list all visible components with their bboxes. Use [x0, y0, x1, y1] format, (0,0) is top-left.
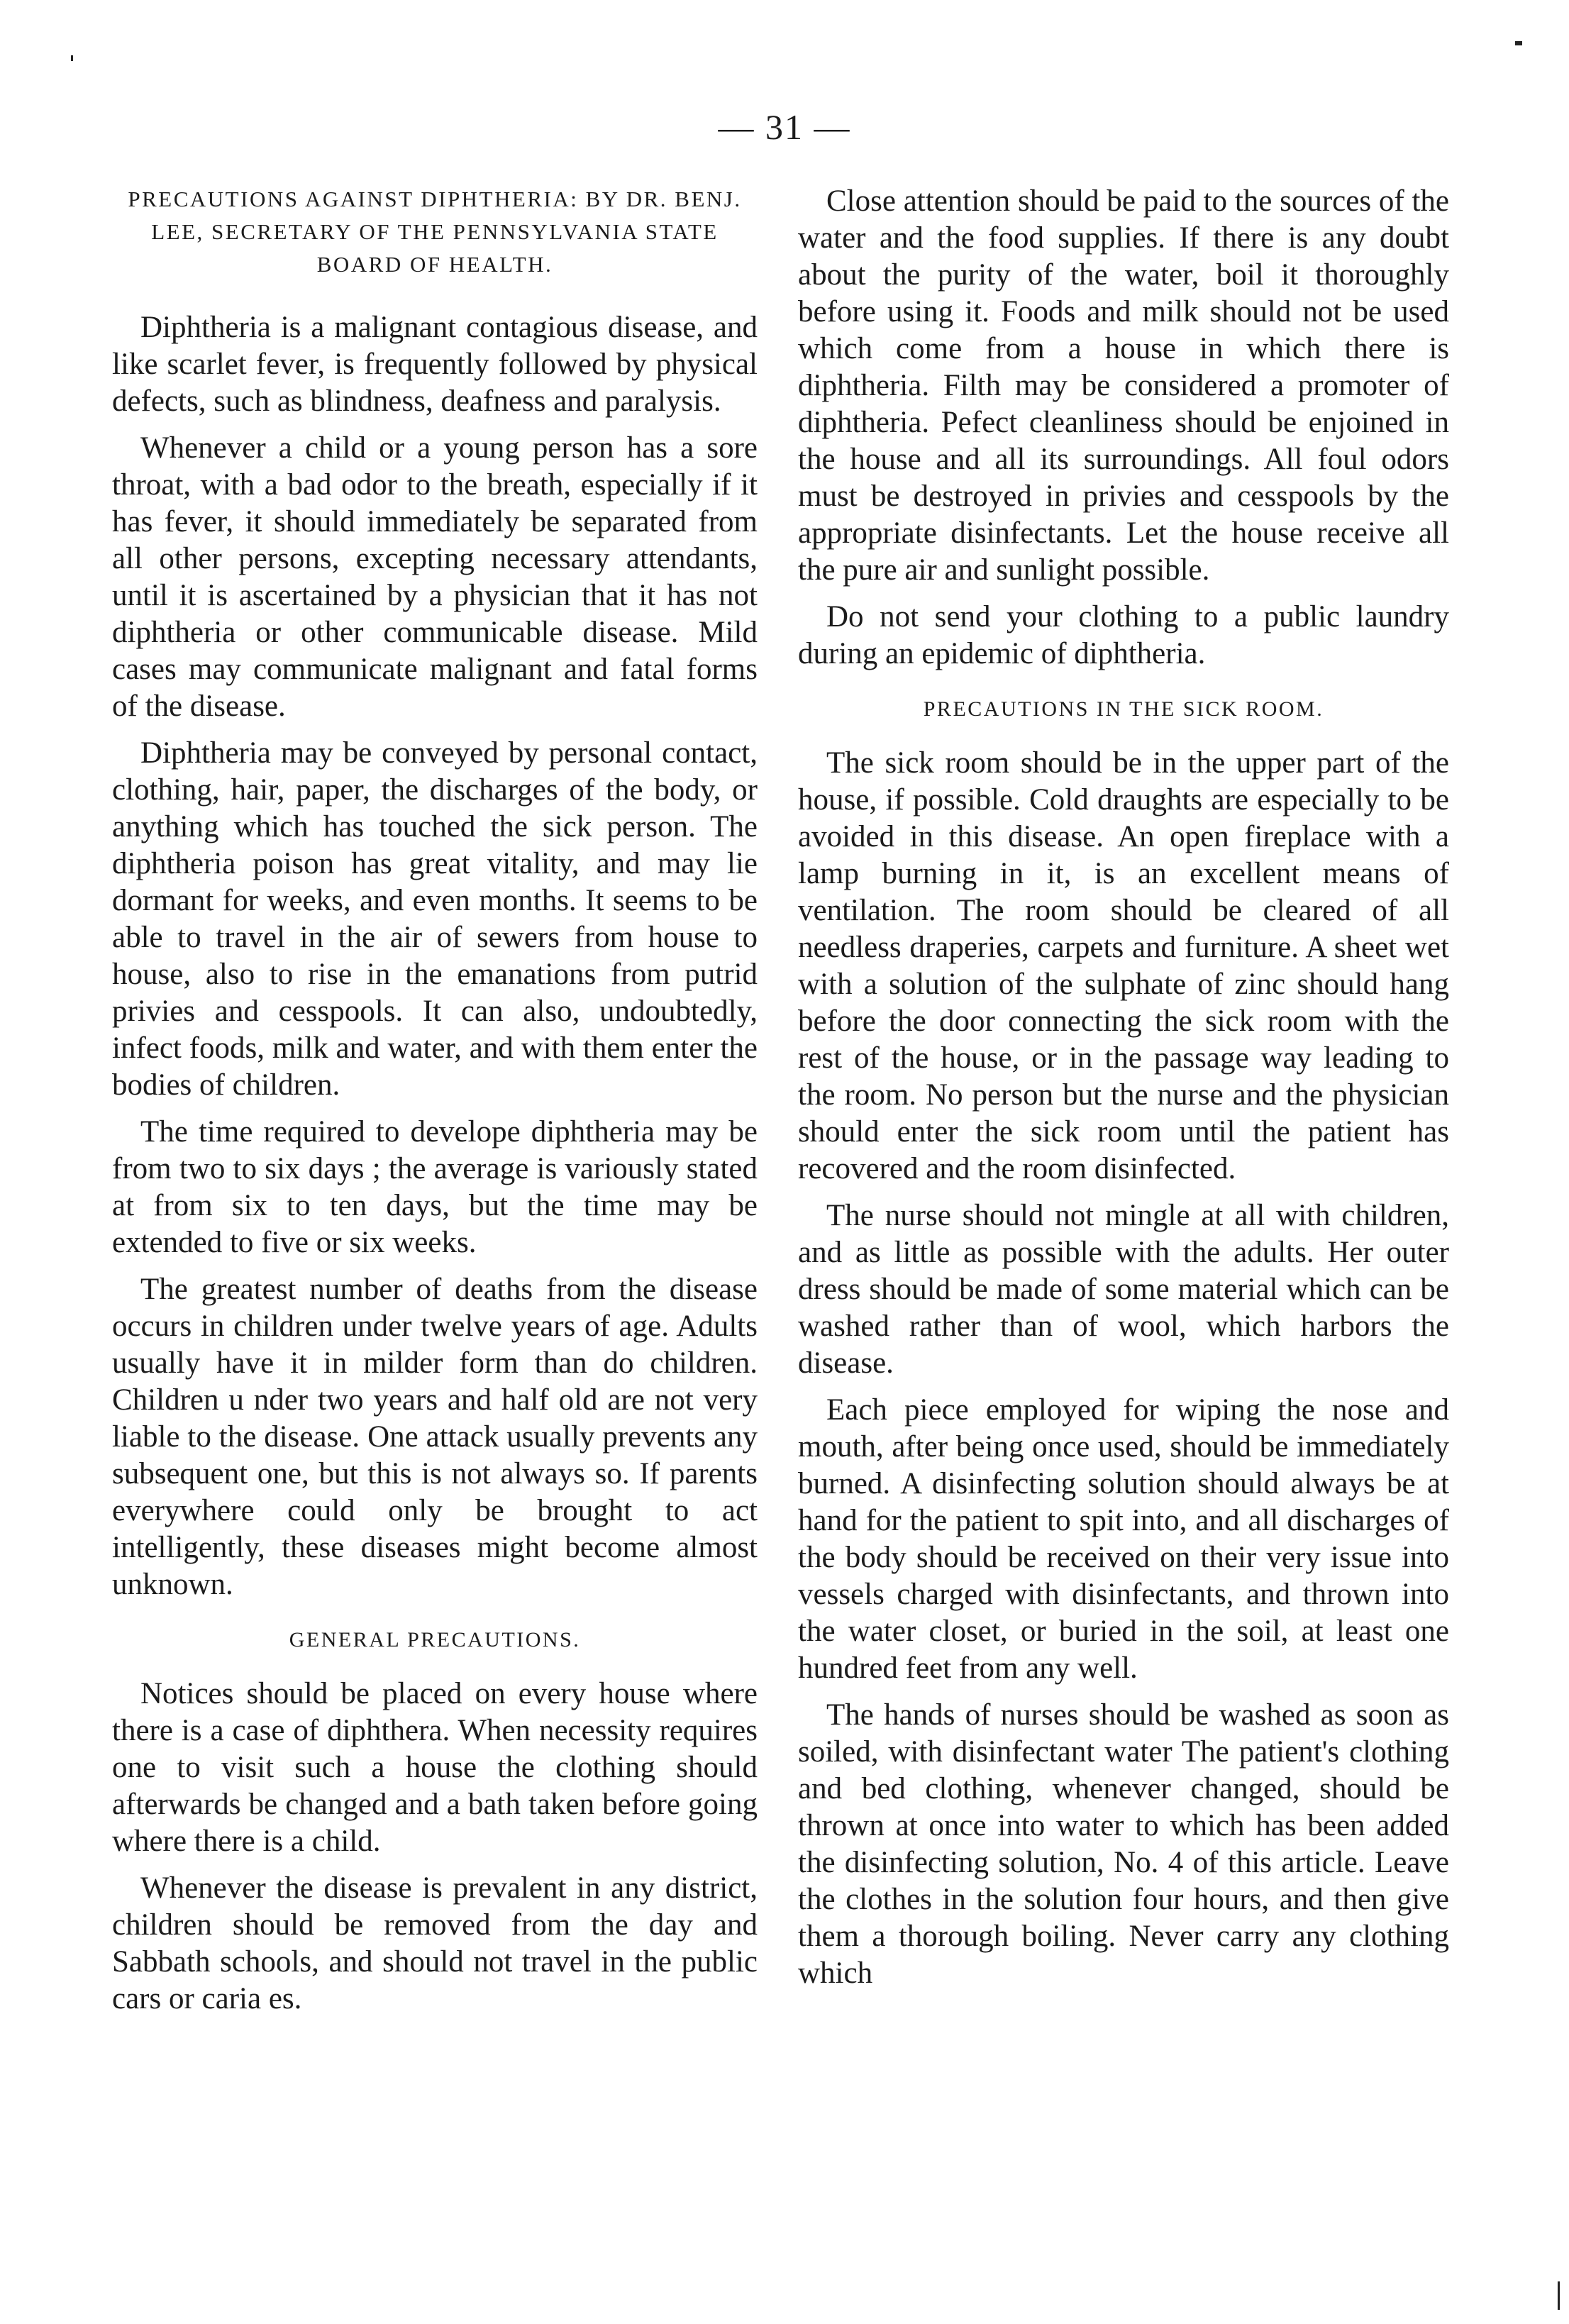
- section-heading-general-precautions: GENERAL PRECAUTIONS.: [289, 1628, 581, 1651]
- paragraph: Diphtheria may be conveyed by personal contact, clothing, hair, paper, the discharges of the body, or anything which has touched the sick person. The diphtheria poison has great vitality, and may lie dormant for weeks, and even months. It seems to be able to travel in the air of sewers from house to house, also to rise in the emanations from putrid privies and cesspools. It can also, undoubtedly, infect foods, milk and water, and with them enter the bodies of children.: [112, 736, 758, 1102]
- left-column: [112, 183, 758, 2027]
- right-column: [798, 183, 1449, 2002]
- paragraph: Close attention should be paid to the sources of the water and the food supplies. If there is any doubt about the purity of the water, boil it thoroughly before using it. Foods and milk should not be used which come from a house in which there is diphtheria. Filth may be considered a promoter of diphtheria. Pefect cleanliness should be enjoined in the house and all its surroundings. All foul odors must be destroyed in privies and cesspools by the appropriate disinfectants. Let the house receive all the pure air and sunlight possible.: [798, 184, 1449, 587]
- article-heading: PRECAUTIONS AGAINST DIPHTHERIA: BY DR. BENJ. LEE, SECRETARY OF THE PENNSYLVANIA STATE BOARD OF HEALTH.: [128, 187, 742, 277]
- section-heading-sick-room: PRECAUTIONS IN THE SICK ROOM.: [923, 697, 1324, 721]
- scan-speck: [1558, 2281, 1560, 2310]
- paragraph: The greatest number of deaths from the disease occurs in children under twelve years of age. Adults usually have it in milder form than do children. Children u nder two years and half old are not very liable to the disease. One attack usually prevents any subsequent one, but this is not always so. If parents everywhere could only be brought to act intelligently, these diseases might become almost unknown.: [112, 1273, 758, 1601]
- paragraph: Each piece employed for wiping the nose and mouth, after being once used, should be immediately burned. A disinfecting solution should always be at hand for the patient to spit into, and all discharges of the body should be received on their very issue into vessels charged with disinfectants, and thrown into the water closet, or buried in the soil, at least one hundred feet from any well.: [798, 1393, 1449, 1685]
- scan-speck: [1515, 41, 1522, 45]
- page-number: — 31 —: [718, 107, 851, 147]
- paragraph: Diphtheria is a malignant contagious disease, and like scarlet fever, is frequently followed by physical defects, such as blindness, deafness and paralysis.: [112, 311, 758, 418]
- paragraph: Whenever the disease is prevalent in any district, children should be removed from the day and Sabbath schools, and should not travel in the public cars or caria es.: [112, 1871, 758, 2015]
- paragraph: Whenever a child or a young person has a sore throat, with a bad odor to the breath, especially if it has fever, it should immediately be separated from all other persons, excepting necessary attendants, until it is ascertained by a physician that it has not diphtheria or other communicable disease. Mild cases may communicate malignant and fatal forms of the disease.: [112, 431, 758, 723]
- paragraph: The hands of nurses should be washed as soon as soiled, with disinfectant water The patient's clothing and bed clothing, whenever changed, should be thrown at once into water to which has been added the disinfecting solution, No. 4 of this article. Leave the clothes in the solution four hours, and then give them a thorough boiling. Never carry any clothing which: [798, 1698, 1449, 1990]
- paragraph: Do not send your clothing to a public laundry during an epidemic of diphtheria.: [798, 600, 1449, 670]
- scan-speck: [71, 55, 73, 61]
- paragraph: Notices should be placed on every house where there is a case of diphthera. When necessity requires one to visit such a house the clothing should afterwards be changed and a bath taken before going where there is a child.: [112, 1677, 758, 1858]
- paragraph: The sick room should be in the upper part of the house, if possible. Cold draughts are especially to be avoided in this disease. An open fireplace with a lamp burning in it, is an excellent means of ventilation. The room should be cleared of all needless draperies, carpets and furniture. A sheet wet with a solution of the sulphate of zinc should hang before the door connecting the sick room with the rest of the house, or in the passage way leading to the room. No person but the nurse and the physician should enter the sick room until the patient has recovered and the room disinfected.: [798, 746, 1449, 1185]
- paragraph: The nurse should not mingle at all with children, and as little as possible with the adults. Her outer dress should be made of some material which can be washed rather than of wool, which harbors the disease.: [798, 1199, 1449, 1380]
- paragraph: The time required to develope diphtheria may be from two to six days ; the average is variously stated at from six to ten days, but the time may be extended to five or six weeks.: [112, 1115, 758, 1259]
